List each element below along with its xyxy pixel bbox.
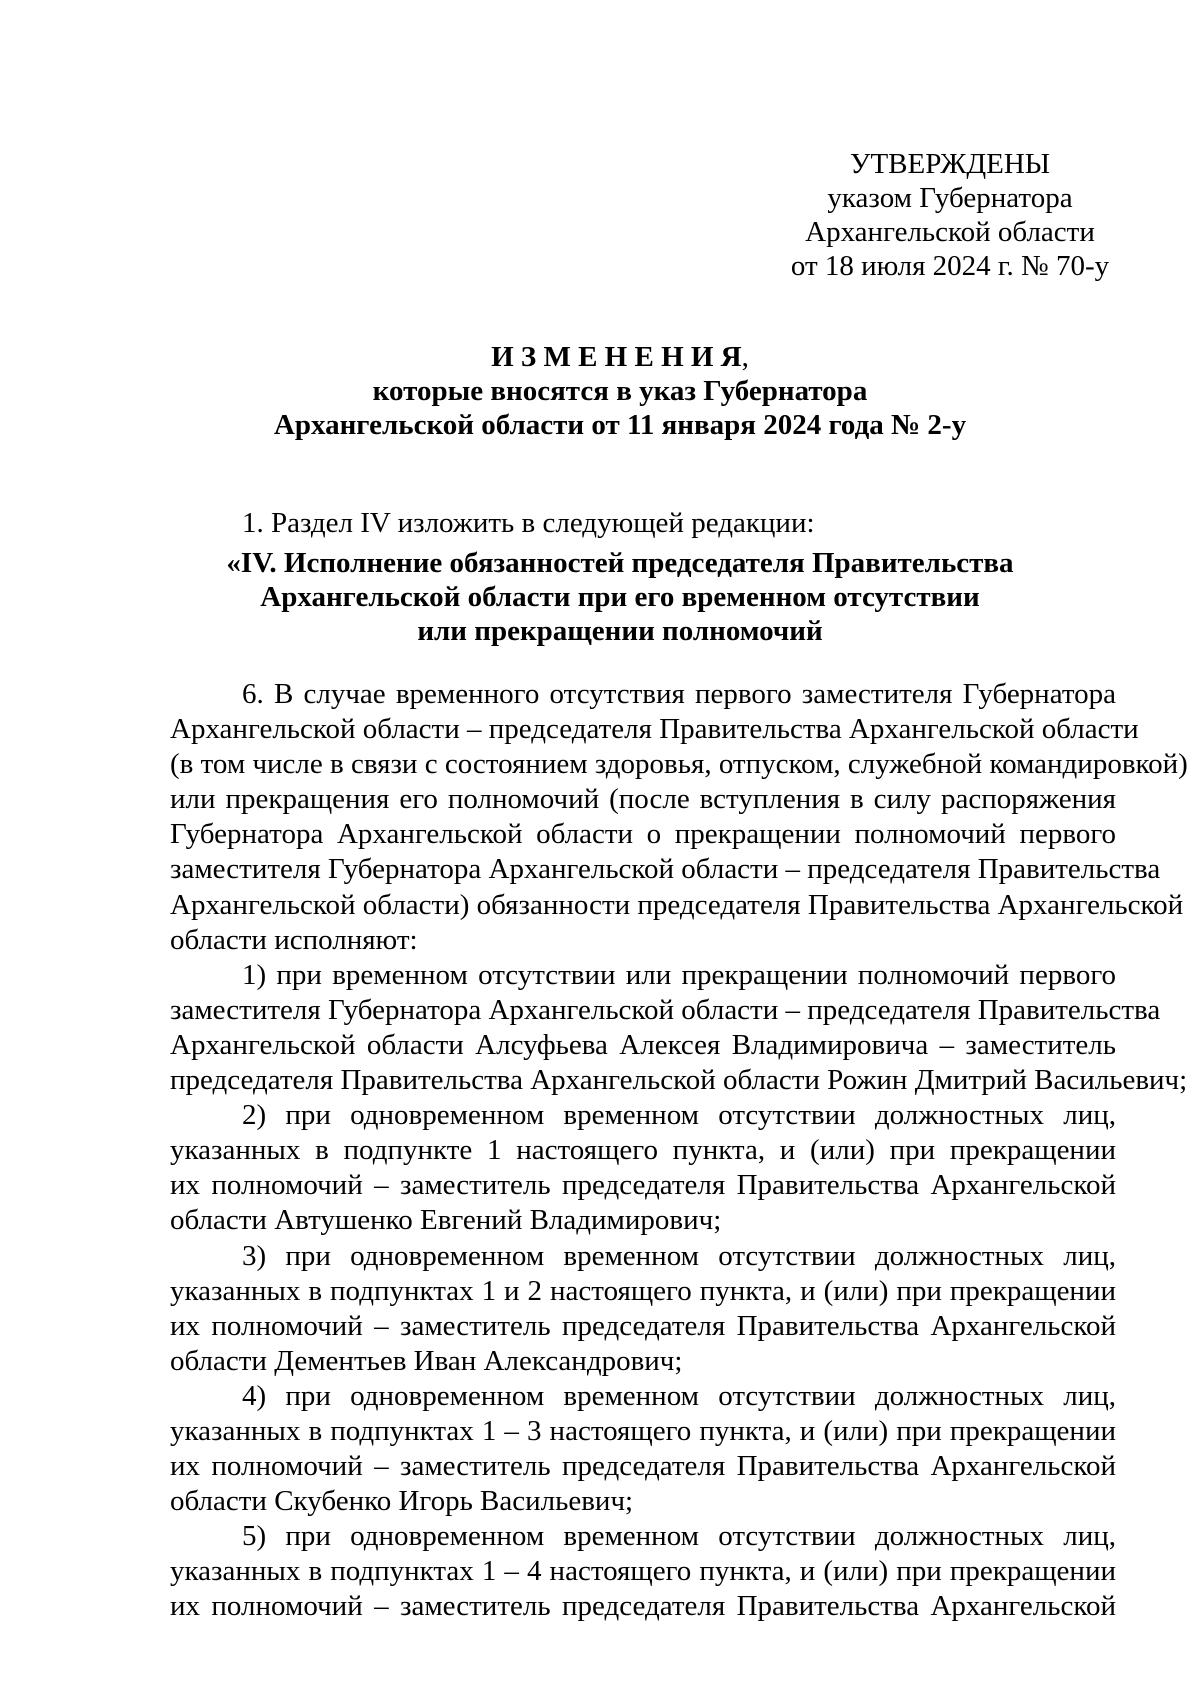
- body-line: указанных в подпунктах 1 и 2 настоящего пункта, и (или) при прекращении: [170, 1274, 1116, 1307]
- body-line: указанных в подпункте 1 настоящего пункта, и (или) при прекращении: [170, 1134, 1116, 1167]
- title-heading-line: [170, 340, 1070, 374]
- body-line: Губернатора Архангельской области о прекращении полномочий первого: [170, 818, 1116, 851]
- body-text: [170, 677, 1188, 1625]
- section-title-line: «IV. Исполнение обязанностей председателя Правительства: [226, 547, 1014, 579]
- body-line: 3) при одновременном временном отсутствии должностных лиц,: [242, 1239, 1116, 1272]
- intro-paragraph: 1. Раздел IV изложить в следующей редакции:: [242, 507, 815, 539]
- approval-line: указом Губернатора: [827, 182, 1073, 214]
- body-line: Архангельской области) обязанности председателя Правительства Архангельской: [170, 888, 1184, 921]
- title-heading-comma: ,: [741, 341, 749, 373]
- body-line: области Автушенко Евгений Владимирович;: [170, 1204, 722, 1237]
- body-line: Архангельской области – председателя Правительства Архангельской области: [170, 713, 1139, 746]
- body-line: их полномочий – заместитель председателя Правительства Архангельской: [170, 1590, 1116, 1623]
- body-line: их полномочий – заместитель председателя Правительства Архангельской: [170, 1169, 1116, 1202]
- body-line: указанных в подпунктах 1 – 4 настоящего пункта, и (или) при прекращении: [170, 1555, 1116, 1588]
- body-line: 1) при временном отсутствии или прекращении полномочий первого: [242, 958, 1116, 991]
- document-title: [170, 340, 1070, 442]
- title-heading: И З М Е Н Е Н И Я: [491, 341, 742, 373]
- body-line: их полномочий – заместитель председателя Правительства Архангельской: [170, 1450, 1116, 1483]
- body-line: (в том числе в связи с состоянием здоровья, отпуском, служебной командировкой): [170, 748, 1188, 781]
- body-line: 6. В случае временного отсутствия первого заместителя Губернатора: [242, 678, 1116, 710]
- section-title: [170, 546, 1070, 648]
- body-line: заместителя Губернатора Архангельской области – председателя Правительства: [170, 853, 1161, 886]
- approval-line: от 18 июля 2024 г. № 70-у: [790, 250, 1110, 282]
- body-line: или прекращения его полномочий (после вступления в силу распоряжения: [170, 783, 1116, 816]
- approval-line: Архангельской области: [805, 216, 1095, 248]
- section-title-line: Архангельской области при его временном отсутствии: [260, 581, 980, 613]
- body-line: председателя Правительства Архангельской области Рожин Дмитрий Васильевич;: [170, 1064, 1188, 1097]
- approval-line: УТВЕРЖДЕНЫ: [849, 148, 1051, 180]
- body-line: Архангельской области Алсуфьева Алексея Владимировича – заместитель: [170, 1028, 1116, 1061]
- body-line: области Дементьев Иван Александрович;: [170, 1344, 683, 1377]
- body-line: заместителя Губернатора Архангельской области – председателя Правительства: [170, 993, 1161, 1026]
- section-title-line: или прекращении полномочий: [417, 615, 823, 647]
- body-line: области исполняют:: [170, 923, 418, 956]
- title-line-3: Архангельской области от 11 января 2024 года № 2-у: [273, 409, 967, 441]
- body-line: 2) при одновременном временном отсутствии должностных лиц,: [242, 1099, 1116, 1132]
- body-line: 5) при одновременном временном отсутствии должностных лиц,: [242, 1520, 1116, 1553]
- body-line: указанных в подпунктах 1 – 3 настоящего пункта, и (или) при прекращении: [170, 1414, 1116, 1447]
- body-line: их полномочий – заместитель председателя Правительства Архангельской: [170, 1309, 1116, 1342]
- body-line: области Скубенко Игорь Васильевич;: [170, 1485, 634, 1518]
- approval-stamp-block: [780, 147, 1120, 283]
- body-line: 4) при одновременном временном отсутствии должностных лиц,: [242, 1379, 1116, 1412]
- title-line-2: которые вносятся в указ Губернатора: [372, 375, 868, 407]
